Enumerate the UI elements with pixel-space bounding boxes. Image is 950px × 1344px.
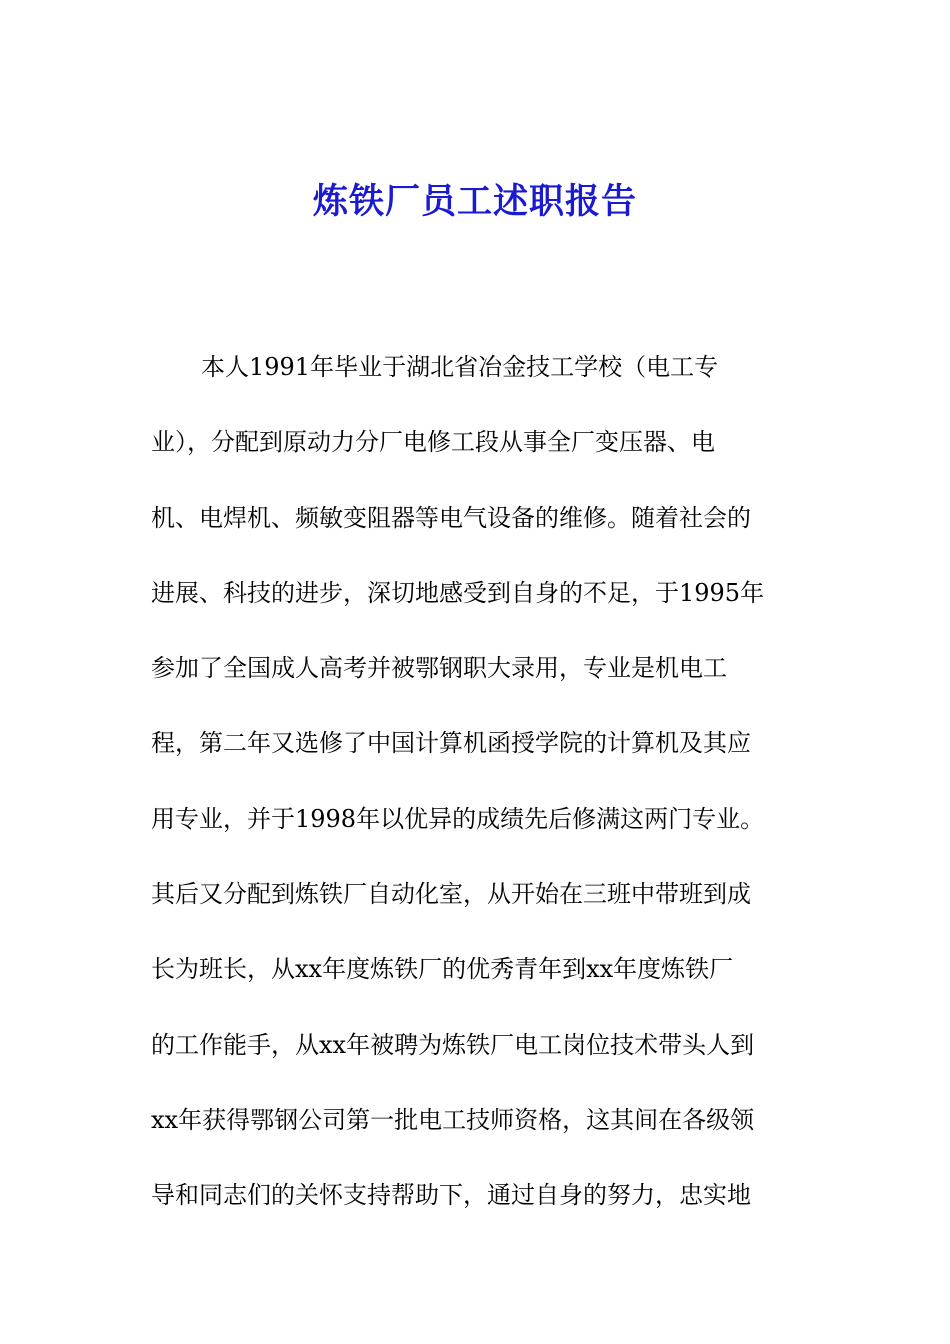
- paragraph-line: 机、电焊机、频敏变阻器等电气设备的维修。随着社会的: [151, 503, 751, 532]
- paragraph-line: 导和同志们的关怀支持帮助下，通过自身的努力，忠实地: [151, 1181, 751, 1210]
- paragraph-line: 参加了全国成人高考并被鄂钢职大录用，专业是机电工: [151, 654, 727, 683]
- document-body: [151, 330, 811, 1234]
- paragraph-line: 进展、科技的进步，深切地感受到自身的不足，于1995年: [151, 578, 765, 607]
- paragraph-line: 其后又分配到炼铁厂自动化室，从开始在三班中带班到成: [151, 880, 751, 909]
- paragraph-line: 的工作能手，从xx年被聘为炼铁厂电工岗位技术带头人到: [151, 1030, 755, 1059]
- paragraph-line: 业），分配到原动力分厂电修工段从事全厂变压器、电: [151, 428, 715, 457]
- paragraph-line: xx年获得鄂钢公司第一批电工技师资格，这其间在各级领: [151, 1105, 755, 1134]
- paragraph-line: 本人1991年毕业于湖北省冶金技工学校（电工专: [201, 353, 719, 381]
- paragraph-line: 程，第二年又选修了中国计算机函授学院的计算机及其应: [151, 729, 751, 758]
- document-title: 炼铁厂员工述职报告: [312, 181, 637, 222]
- paragraph-line: 长为班长，从xx年度炼铁厂的优秀青年到xx年度炼铁厂: [151, 955, 734, 984]
- paragraph-line: 用专业，并于1998年以优异的成绩先后修满这两门专业。: [151, 804, 765, 833]
